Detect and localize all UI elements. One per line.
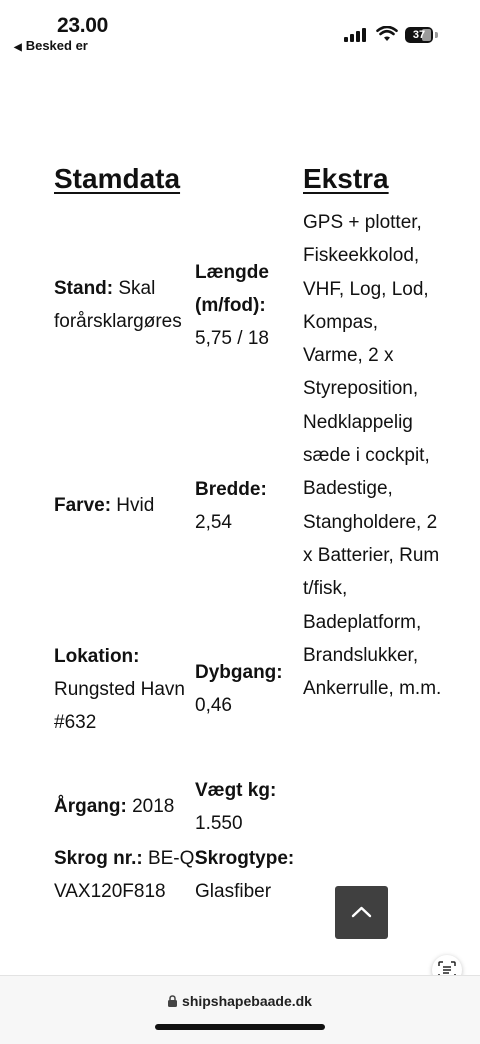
skrog-value: BE-QSVAX120F818: [54, 848, 208, 902]
home-indicator[interactable]: [155, 1024, 325, 1030]
aargang-label: Årgang:: [54, 796, 127, 817]
battery-icon: [405, 27, 433, 43]
farve-label: Farve:: [54, 495, 112, 516]
vaegt-value: 1.550: [195, 813, 243, 834]
cellular-signal-icon: [344, 28, 370, 42]
dybgang-label: Dybgang:: [195, 662, 283, 683]
skrogtype-value: Glasfiber: [195, 881, 272, 902]
spec-vaegt: [195, 774, 295, 840]
spec-laengde: [195, 256, 290, 355]
farve-value: Hvid: [111, 495, 155, 516]
bredde-value: 2,54: [195, 512, 232, 533]
lokation-value: Rungsted Havn #632: [54, 679, 185, 733]
spec-dybgang: [195, 656, 295, 722]
stand-value: Skal forårsklargøres: [54, 278, 182, 332]
extras-list: GPS + plotter, Fiskeekkolod, VHF, Log, Lod, Kompas, Varme, 2 x Styreposition, Nedklappelig sæde i cockpit, Badestige, Stangholdere, 2 x Batterier, Rum t/fisk, Badeplatform, Brandslukker, Ankerrulle, m.m.: [303, 212, 442, 700]
skrogtype-label: Skrogtype:: [195, 848, 295, 869]
spec-aargang: [54, 790, 194, 823]
spec-stand: [54, 272, 194, 338]
wifi-icon: [376, 26, 398, 42]
stamdata-heading: Stamdata: [54, 163, 181, 194]
url-text: shipshapebaade.dk: [182, 993, 312, 1009]
address-bar[interactable]: [0, 993, 480, 1009]
lock-icon: [168, 995, 177, 1007]
back-triangle-icon: ◀: [14, 42, 22, 53]
vaegt-label: Vægt kg:: [195, 780, 277, 801]
stand-label: Stand:: [54, 278, 114, 299]
spec-farve: [54, 489, 194, 522]
ekstra-heading: Ekstra: [303, 163, 389, 194]
spec-skrog: [54, 842, 214, 908]
back-to-app-link[interactable]: [14, 38, 88, 53]
back-label: Besked er: [25, 38, 88, 53]
status-time: 23.00: [57, 14, 109, 37]
skrog-label: Skrog nr.:: [54, 848, 143, 869]
spec-bredde: [195, 473, 290, 539]
spec-skrogtype: [195, 842, 300, 908]
dybgang-value: 0,46: [195, 695, 232, 716]
browser-bottom-bar: [0, 975, 480, 1044]
aargang-value: 2018: [126, 796, 175, 817]
laengde-label: Længde (m/fod):: [195, 262, 269, 316]
spec-lokation: [54, 640, 194, 739]
laengde-value: 5,75 / 18: [195, 328, 269, 349]
battery-level: 37: [412, 29, 426, 41]
bredde-label: Bredde:: [195, 479, 267, 500]
chevron-up-icon: [351, 905, 372, 919]
lokation-label: Lokation:: [54, 646, 140, 667]
battery-nub: [435, 32, 438, 38]
scroll-to-top-button[interactable]: [335, 886, 388, 939]
